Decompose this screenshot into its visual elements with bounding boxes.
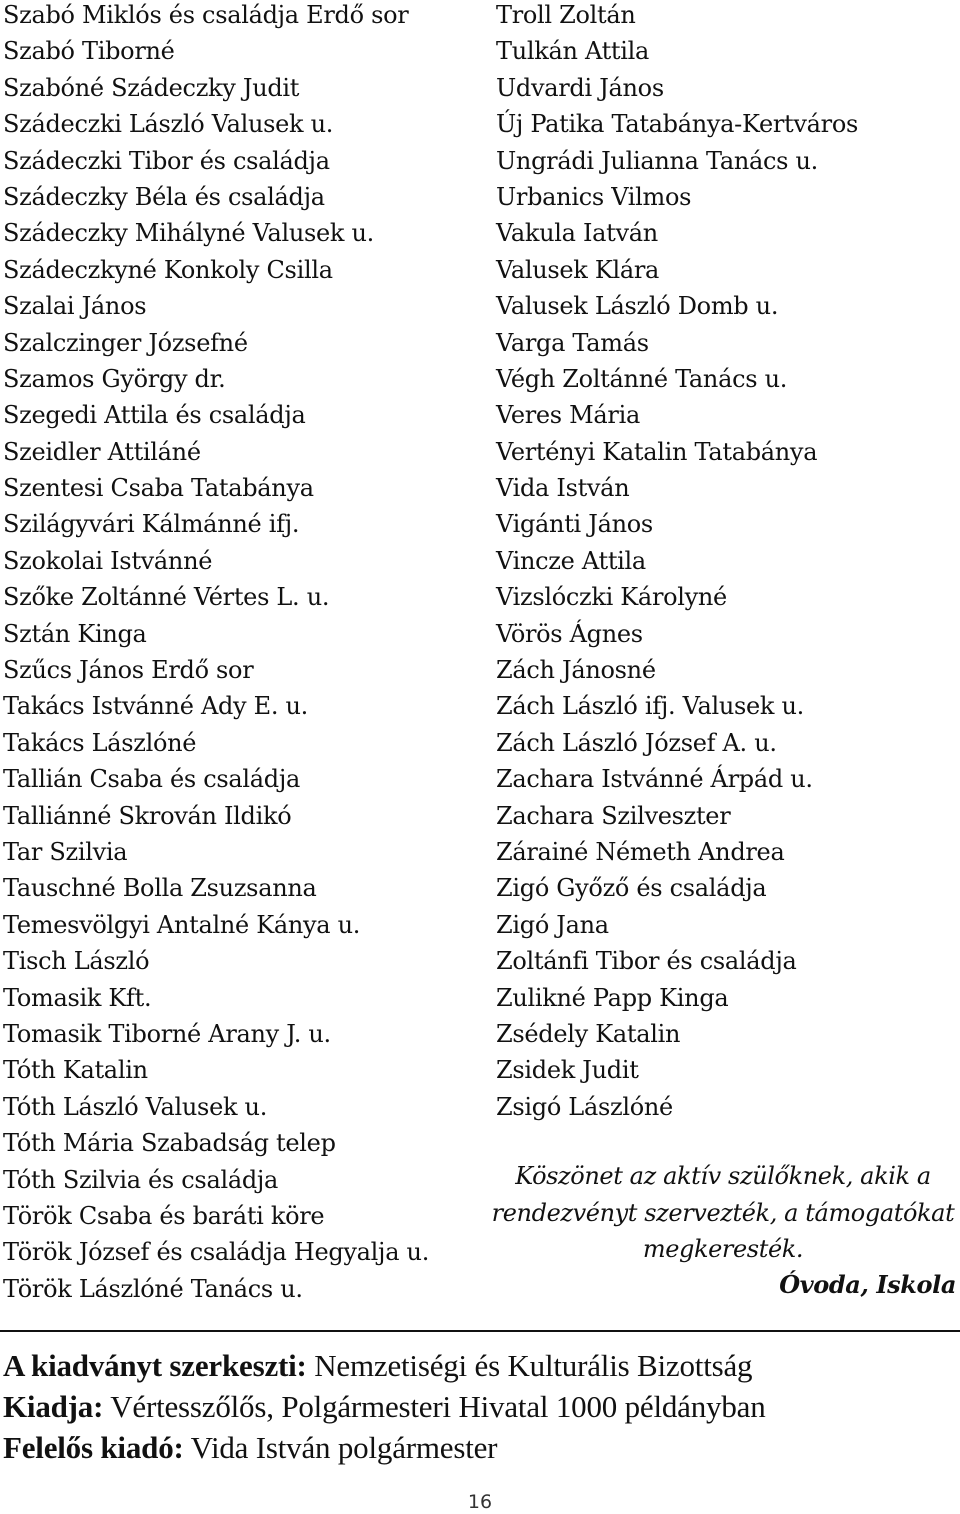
list-item: Szádeczky Béla és családja [3,182,325,211]
list-item: Szeidler Attiláné [3,437,201,466]
list-item: Vida István [496,474,630,503]
list-item: Szőke Zoltánné Vértes L. u. [3,583,330,612]
list-item: Vakula Iatván [496,219,658,248]
list-item: Zachara Istvánné Árpád u. [496,765,813,794]
list-item: Troll Zoltán [496,1,636,29]
list-item: Zách Jánosné [496,656,656,685]
thanks-line: megkeresték. [642,1235,804,1263]
list-item: Szegedi Attila és családja [3,401,306,430]
list-item: Zsigó Lászlóné [496,1092,673,1121]
list-item: Szádeczki László Valusek u. [3,110,334,139]
list-item: Zách László József A. u. [496,728,777,757]
list-item: Török Csaba és baráti köre [3,1201,325,1230]
list-item: Tóth Mária Szabadság telep [3,1129,336,1158]
list-item: Valusek László Domb u. [496,292,779,321]
imprint-publisher-line [3,1386,766,1427]
list-item: Szűcs János Erdő sor [3,656,254,685]
list-item: Szádeczkyné Konkoly Csilla [3,255,333,284]
list-item: Tallián Csaba és családja [3,765,300,794]
list-item: Vertényi Katalin Tatabánya [496,437,818,466]
list-item: Veres Mária [496,401,640,430]
imprint-responsible-value: Vida István polgármester [190,1430,498,1465]
donor-list-right-column [496,0,956,1125]
list-item: Szádeczky Mihályné Valusek u. [3,219,374,248]
thanks-line: rendezvényt szervezték, a támogatókat [491,1198,955,1227]
list-item: Vizslóczki Károlyné [496,583,727,612]
list-item: Talliánné Skrován Ildikó [3,801,292,830]
imprint-responsible-label: Felelős kiadó: [3,1430,184,1465]
list-item: Varga Tamás [496,328,649,357]
list-item: Tauschné Bolla Zsuzsanna [3,874,317,903]
list-item: Zigó Győző és családja [496,874,767,903]
imprint-editor-line [3,1345,766,1386]
list-item: Tar Szilvia [3,837,128,866]
list-item: Tomasik Tiborné Arany J. u. [3,1019,331,1048]
list-item: Takács Istvánné Ady E. u. [3,692,308,721]
list-item: Zigó Jana [496,910,609,939]
list-item: Tóth Szilvia és családja [3,1165,279,1194]
list-item: Urbanics Vilmos [496,182,692,211]
list-item: Tulkán Attila [496,37,650,66]
list-item: Szabó Miklós és családja Erdő sor [3,1,409,29]
list-item: Vigánti János [496,510,653,539]
list-item: Valusek Klára [496,255,660,284]
list-item: Zulikné Papp Kinga [496,983,729,1012]
list-item: Új Patika Tatabánya-Kertváros [496,110,858,139]
list-item: Ungrádi Julianna Tanács u. [496,146,818,175]
list-item: Sztán Kinga [3,619,147,648]
thanks-signature: Óvoda, Iskola [779,1270,956,1299]
list-item: Szabóné Szádeczky Judit [3,73,300,102]
list-item: Szamos György dr. [3,364,226,393]
list-item: Szabó Tiborné [3,37,175,66]
list-item: Temesvölgyi Antalné Kánya u. [3,910,361,939]
imprint-responsible-line [3,1427,766,1468]
list-item: Szilágyvári Kálmánné ifj. [3,510,300,539]
list-item: Tisch László [3,947,150,976]
list-item: Zsidek Judit [496,1056,639,1085]
list-item: Zárainé Németh Andrea [496,837,785,866]
imprint-editor-label: A kiadványt szerkeszti: [3,1348,307,1383]
list-item: Zsédely Katalin [496,1019,681,1048]
list-item: Török József és családja Hegyalja u. [3,1238,430,1267]
thanks-line: Köszönet az aktív szülőknek, akik a [515,1162,931,1190]
list-item: Vincze Attila [496,546,646,575]
list-item: Végh Zoltánné Tanács u. [496,364,788,393]
donor-list-left-column [3,0,473,1307]
list-item: Tomasik Kft. [3,983,152,1012]
imprint-publisher-value: Vértesszőlős, Polgármesteri Hivatal 1000 példányban [110,1389,766,1424]
list-item: Szádeczki Tibor és családja [3,146,330,175]
list-item: Török Lászlóné Tanács u. [3,1274,303,1303]
list-item: Szalai János [3,292,147,321]
list-item: Szalczinger Józsefné [3,328,248,357]
list-item: Udvardi János [496,73,664,102]
imprint-publisher-label: Kiadja: [3,1389,104,1424]
list-item: Szokolai Istvánné [3,546,213,575]
imprint-block [3,1345,766,1468]
thanks-note [486,1158,960,1268]
list-item: Zachara Szilveszter [496,801,731,830]
list-item: Zoltánfi Tibor és családja [496,947,797,976]
list-item: Zách László ifj. Valusek u. [496,692,804,721]
list-item: Tóth László Valusek u. [3,1092,268,1121]
page-number: 16 [467,1491,493,1513]
list-item: Takács Lászlóné [3,728,197,757]
imprint-editor-value: Nemzetiségi és Kulturális Bizottság [314,1348,753,1383]
list-item: Tóth Katalin [3,1056,148,1085]
list-item: Vörös Ágnes [496,619,643,648]
list-item: Szentesi Csaba Tatabánya [3,474,314,503]
divider-rule [0,1330,960,1332]
